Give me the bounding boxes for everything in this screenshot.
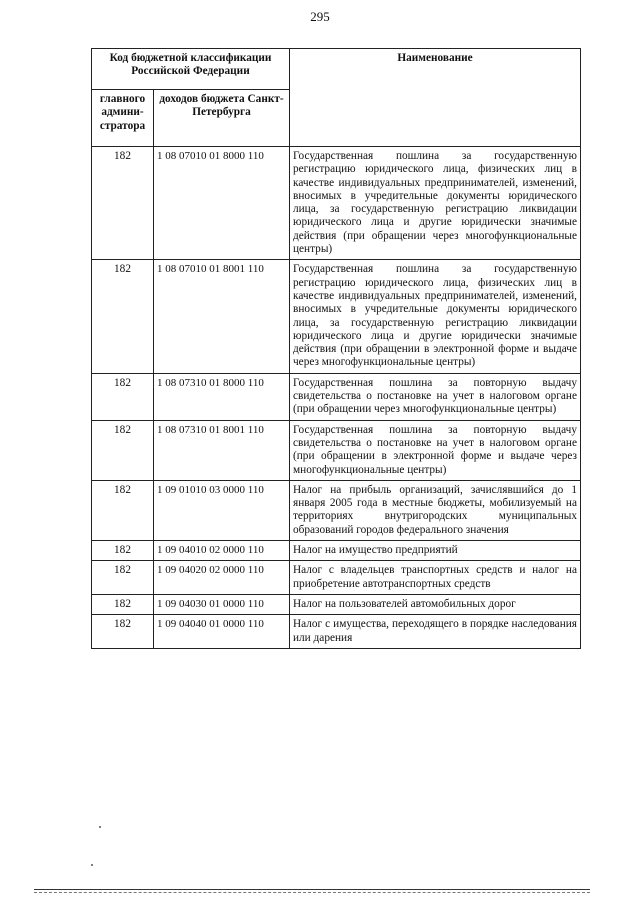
cell-name: Налог с имущества, переходящего в порядке наследования или дарения [290, 615, 581, 649]
header-budget-income: доходов бюджета Санкт-Петербурга [154, 90, 290, 147]
cell-administrator: 182 [92, 480, 154, 540]
cell-name: Государственная пошлина за повторную выдачу свидетельства о постановке на учет в налоговом органе (при обращении в электронной форме и выдаче через многофункциональные центры) [290, 420, 581, 480]
header-name: Наименование [290, 49, 581, 147]
cell-administrator: 182 [92, 147, 154, 260]
cell-classification-code: 1 08 07310 01 8001 110 [154, 420, 290, 480]
table-row [92, 260, 581, 373]
cell-name: Государственная пошлина за повторную выдачу свидетельства о постановке на учет в налоговом органе (при обращении через многофункциональные центры) [290, 373, 581, 420]
table-row [92, 480, 581, 540]
cell-classification-code: 1 09 01010 03 0000 110 [154, 480, 290, 540]
table-row [92, 420, 581, 480]
scan-speck [91, 864, 93, 866]
cell-classification-code: 1 08 07010 01 8001 110 [154, 260, 290, 373]
cell-name: Государственная пошлина за государственную регистрацию юридического лица, физических лиц в качестве индивидуальных предпринимателей, изменений, вносимых в учредительные документы юридического лица, за государственную регистрацию ликвидации юридического лица и другие юридически значимые действия (при обращении через многофункциональные центры) [290, 147, 581, 260]
footer-rule-dashed [34, 892, 590, 893]
table-row [92, 561, 581, 595]
cell-classification-code: 1 09 04040 01 0000 110 [154, 615, 290, 649]
budget-classification-table [91, 48, 581, 649]
cell-classification-code: 1 09 04030 01 0000 110 [154, 594, 290, 614]
cell-administrator: 182 [92, 260, 154, 373]
table-row [92, 594, 581, 614]
footer-rule [34, 889, 590, 890]
cell-administrator: 182 [92, 594, 154, 614]
cell-name: Налог на прибыль организаций, зачислявшийся до 1 января 2005 года в местные бюджеты, мобилизуемый на территориях внутригородских муниципальных образований городов федерального значения [290, 480, 581, 540]
header-main-administrator: главного админи-стратора [92, 90, 154, 147]
table-row [92, 373, 581, 420]
cell-administrator: 182 [92, 420, 154, 480]
cell-name: Налог на пользователей автомобильных дорог [290, 594, 581, 614]
table-row [92, 147, 581, 260]
table-body [92, 147, 581, 649]
table-header-row [92, 49, 581, 90]
cell-classification-code: 1 09 04010 02 0000 110 [154, 541, 290, 561]
cell-classification-code: 1 08 07310 01 8000 110 [154, 373, 290, 420]
cell-administrator: 182 [92, 561, 154, 595]
table-row [92, 541, 581, 561]
cell-administrator: 182 [92, 615, 154, 649]
cell-name: Государственная пошлина за государственную регистрацию юридического лица, физических лиц в качестве индивидуальных предпринимателей, изменений, вносимых в учредительные документы юридического лица, за государственную регистрацию ликвидации юридического лица и другие юридически значимые действия (при обращении в электронной форме и выдаче через многофункциональные центры) [290, 260, 581, 373]
cell-administrator: 182 [92, 541, 154, 561]
cell-name: Налог с владельцев транспортных средств и налог на приобретение автотранспортных средств [290, 561, 581, 595]
page-number: 295 [310, 9, 330, 24]
header-classification-code: Код бюджетной классификации Российской Федерации [92, 49, 290, 90]
cell-name: Налог на имущество предприятий [290, 541, 581, 561]
scan-speck [99, 826, 101, 828]
cell-classification-code: 1 09 04020 02 0000 110 [154, 561, 290, 595]
table-row [92, 615, 581, 649]
cell-classification-code: 1 08 07010 01 8000 110 [154, 147, 290, 260]
cell-administrator: 182 [92, 373, 154, 420]
